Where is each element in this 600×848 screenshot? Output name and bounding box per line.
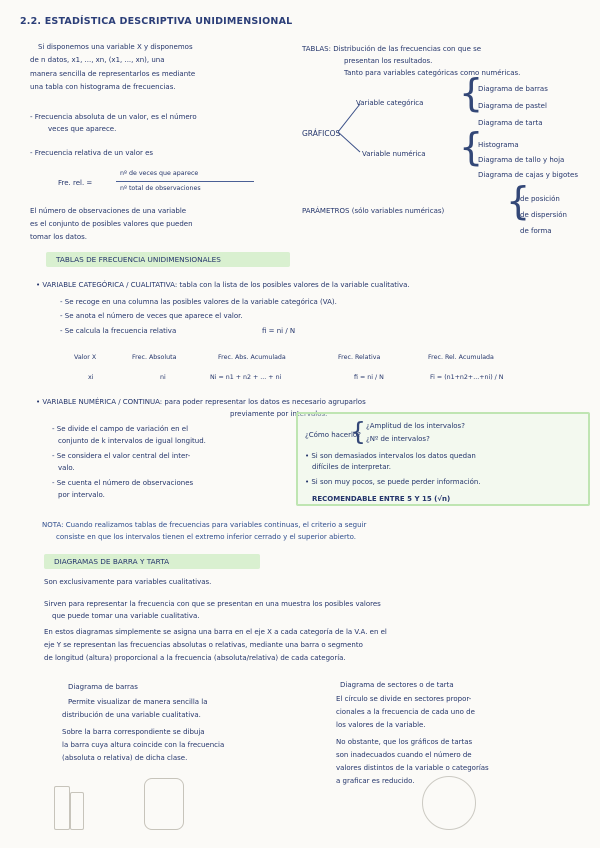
extra-text-2: es el conjunto de posibles valores que pueden bbox=[30, 220, 193, 228]
section2-p2: Sirven para representar la frecuencia con que se presentan en una muestra los posibles valores bbox=[44, 600, 381, 608]
box-line-3: • Si son demasiados intervalos los datos quedan bbox=[305, 452, 476, 460]
note-line-1: NOTA: Cuando realizamos tablas de frecuencias para variables continuas, el criterio a seguir bbox=[42, 521, 367, 529]
numeric-left-3: - Se considera el valor central del inter- bbox=[52, 452, 191, 460]
fraction-bar bbox=[116, 181, 254, 182]
intro-line-4: una tabla con histograma de frecuencias. bbox=[30, 83, 176, 91]
table-header-3: Frec. Abs. Acumulada bbox=[218, 354, 286, 361]
relative-frequency-label: Fre. rel. = bbox=[58, 179, 93, 187]
definition-line-2: veces que aparece. bbox=[48, 125, 117, 133]
numeric-left-6: por intervalo. bbox=[58, 491, 105, 499]
graphics-label: GRÁFICOS bbox=[302, 129, 341, 138]
num-item-3: Diagrama de cajas y bigotes bbox=[478, 171, 578, 179]
definition-line-1: - Frecuencia absoluta de un valor, es el número bbox=[30, 113, 197, 121]
bar-diagram-title: Diagrama de barras bbox=[68, 683, 138, 691]
table-header-5: Frec. Rel. Acumulada bbox=[428, 354, 494, 361]
pie-diagram-title: Diagrama de sectores o de tarta bbox=[340, 681, 454, 689]
parameters-label: PARÁMETROS (sólo variables numéricas) bbox=[302, 207, 445, 215]
pie-text-7: a graficar es reducido. bbox=[336, 777, 415, 785]
pie-text-3: los valores de la variable. bbox=[336, 721, 426, 729]
param-item-2: de dispersión bbox=[520, 211, 567, 219]
numeric-bullet-cont: previamente por intervalos. bbox=[230, 410, 328, 418]
extra-text-3: tomar los datos. bbox=[30, 233, 87, 241]
cat-item-3: Diagrama de tarta bbox=[478, 119, 543, 127]
tables-line-1: TABLAS: Distribución de las frecuencias con que se bbox=[302, 45, 482, 53]
pie-text-6: valores distintos de la variable o categorías bbox=[336, 764, 489, 772]
numeric-left-4: valo. bbox=[58, 464, 75, 472]
numeric-left-1: - Se divide el campo de variación en el bbox=[52, 425, 189, 433]
num-item-1: Histograma bbox=[478, 141, 519, 149]
cat-item-1: Diagrama de barras bbox=[478, 85, 548, 93]
section2-p3b: eje Y se representan las frecuencias absolutas o relativas, mediante una barra o segmento bbox=[44, 641, 363, 649]
categorical-variable-label: Variable categórica bbox=[356, 99, 424, 107]
bar-sketch-2 bbox=[70, 792, 84, 830]
table-cell-3: Ni = n1 + n2 + ... + ni bbox=[210, 374, 282, 381]
parameters-brace: { bbox=[506, 179, 531, 223]
box-brace: { bbox=[350, 417, 366, 446]
fraction-numerator: nº de veces que aparece bbox=[120, 170, 199, 177]
param-item-1: de posición bbox=[520, 195, 560, 203]
intro-line-2: de n datos, x1, ..., xn, (x1, ..., xn), una bbox=[30, 56, 165, 64]
bar-text-4: la barra cuya altura coincide con la frecuencia bbox=[62, 741, 225, 749]
box-recommendation: RECOMENDABLE ENTRE 5 Y 15 (√n) bbox=[312, 495, 451, 503]
table-cell-5: Fi = (n1+n2+...+ni) / N bbox=[430, 374, 504, 381]
intro-line-1: Si disponemos una variable X y disponemos bbox=[38, 43, 193, 51]
box-q1: ¿Amplitud de los intervalos? bbox=[366, 422, 465, 430]
bar-sketch-3 bbox=[144, 778, 184, 830]
pie-text-1: El círculo se divide en sectores propor- bbox=[336, 695, 472, 703]
box-question: ¿Cómo hacerlo? bbox=[305, 431, 361, 439]
extra-text-1: El número de observaciones de una variable bbox=[30, 207, 187, 215]
numeric-variable-label: Variable numérica bbox=[362, 150, 426, 158]
section2-p3c: de longitud (altura) proporcional a la frecuencia (absoluta/relativa) de cada categoría. bbox=[44, 654, 346, 662]
bar-sketch-1 bbox=[54, 786, 70, 830]
section1-heading: TABLAS DE FRECUENCIA UNIDIMENSIONALES bbox=[56, 255, 221, 264]
page-title: 2.2. ESTADÍSTICA DESCRIPTIVA UNIDIMENSIONAL bbox=[20, 16, 293, 27]
section2-heading: DIAGRAMAS DE BARRA Y TARTA bbox=[54, 557, 170, 566]
table-cell-1: xi bbox=[88, 374, 94, 381]
relative-frequency-formula: fi = ni / N bbox=[262, 327, 296, 335]
bar-text-1: Permite visualizar de manera sencilla la bbox=[68, 698, 208, 706]
numeric-left-5: - Se cuenta el número de observaciones bbox=[52, 479, 194, 487]
numeric-bullet: • VARIABLE NUMÉRICA / CONTINUA: para poder representar los datos es necesario agruparlos bbox=[36, 398, 366, 406]
categorical-sub-1: - Se recoge en una columna las posibles valores de la variable categórica (VA). bbox=[60, 298, 337, 306]
tables-line-2: presentan los resultados. bbox=[344, 57, 433, 65]
note-line-2: consiste en que los intervalos tienen el extremo inferior cerrado y el superior abierto. bbox=[56, 533, 356, 541]
pie-text-5: son inadecuados cuando el número de bbox=[336, 751, 472, 759]
box-line-4: difíciles de interpretar. bbox=[312, 463, 391, 471]
numeric-brace: { bbox=[459, 125, 484, 169]
pie-text-4: No obstante, que los gráficos de tartas bbox=[336, 738, 473, 746]
categorical-sub-2: - Se anota el número de veces que aparece el valor. bbox=[60, 312, 243, 320]
table-cell-4: fi = ni / N bbox=[354, 374, 384, 381]
categorical-sub-3: - Se calcula la frecuencia relativa bbox=[60, 327, 177, 335]
section2-p2b: que puede tomar una variable cualitativa. bbox=[52, 612, 200, 620]
num-item-2: Diagrama de tallo y hoja bbox=[478, 156, 565, 164]
pie-text-2: cionales a la frecuencia de cada uno de bbox=[336, 708, 475, 716]
table-header-2: Frec. Absoluta bbox=[132, 354, 177, 361]
definition-line-3: - Frecuencia relativa de un valor es bbox=[30, 149, 154, 157]
tables-line-3: Tanto para variables categóricas como numéricas. bbox=[344, 69, 521, 77]
table-header-1: Valor X bbox=[74, 354, 97, 361]
bar-text-5: (absoluta o relativa) de dicha clase. bbox=[62, 754, 188, 762]
pie-sketch bbox=[422, 776, 476, 830]
categorical-brace: { bbox=[459, 71, 484, 115]
box-line-5: • Si son muy pocos, se puede perder información. bbox=[305, 478, 481, 486]
box-q2: ¿Nº de intervalos? bbox=[366, 435, 430, 443]
section2-p3: En estos diagramas simplemente se asigna una barra en el eje X a cada categoría de la V.A. en el bbox=[44, 628, 387, 636]
section2-p1: Son exclusivamente para variables cualitativas. bbox=[44, 578, 212, 586]
table-header-4: Frec. Relativa bbox=[338, 354, 381, 361]
categorical-bullet: • VARIABLE CATEGÓRICA / CUALITATIVA: tabla con la lista de los posibles valores de la variable cualitativa. bbox=[36, 281, 410, 289]
cat-item-2: Diagrama de pastel bbox=[478, 102, 547, 110]
bar-text-3: Sobre la barra correspondiente se dibuja bbox=[62, 728, 205, 736]
table-cell-2: ni bbox=[160, 374, 166, 381]
intro-line-3: manera sencilla de representarlos es mediante bbox=[30, 70, 196, 78]
fraction-denominator: nº total de observaciones bbox=[120, 185, 201, 192]
numeric-left-2: conjunto de k intervalos de igual longitud. bbox=[58, 437, 206, 445]
param-item-3: de forma bbox=[520, 227, 552, 235]
bar-text-2: distribución de una variable cualitativa. bbox=[62, 711, 201, 719]
